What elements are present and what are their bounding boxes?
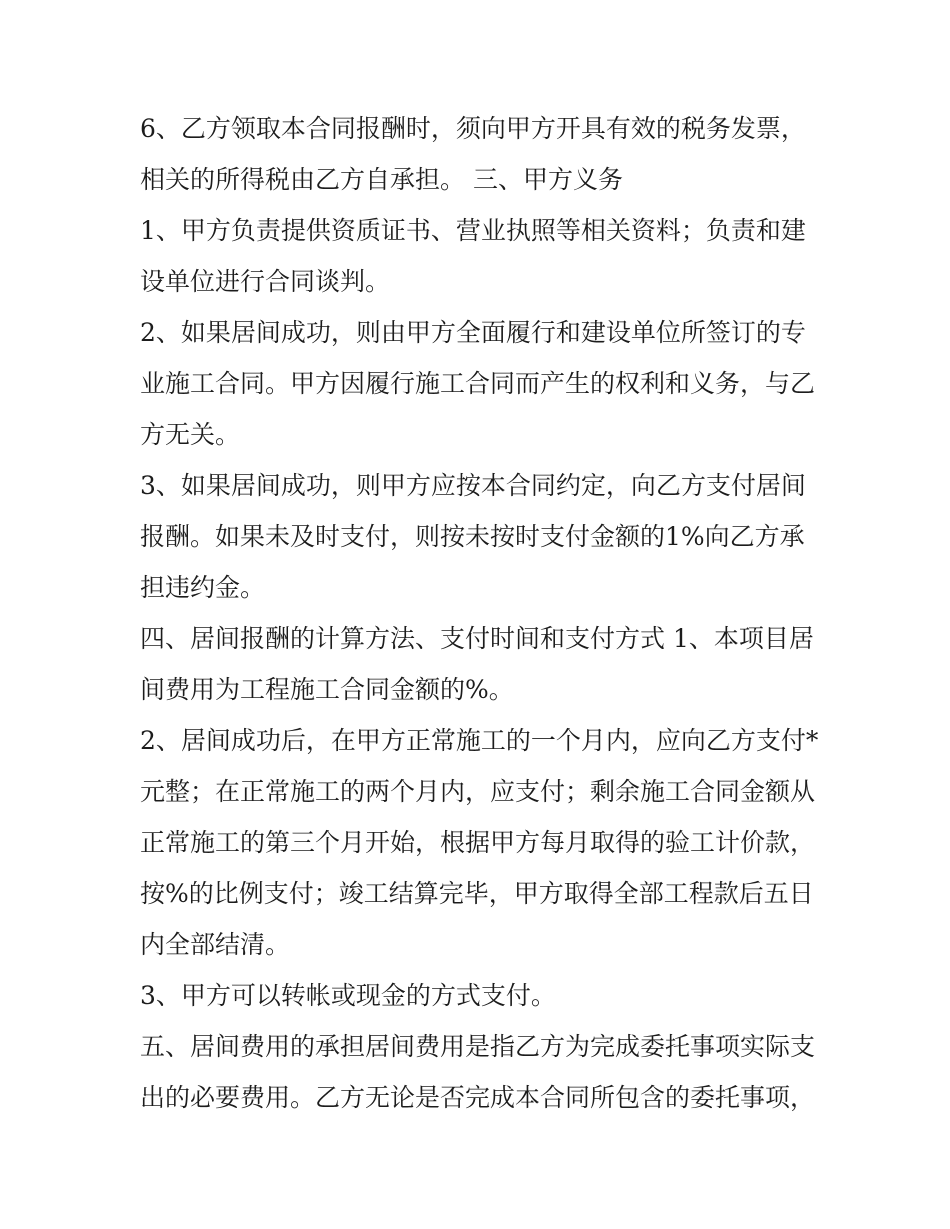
text-line: 出的必要费用。乙方无论是否完成本合同所包含的委托事项，	[140, 1083, 816, 1112]
text-line: 2、如果居间成功，则由甲方全面履行和建设单位所签订的专	[140, 318, 806, 347]
text-line: 担违约金。	[140, 573, 266, 602]
text-line: 2、居间成功后，在甲方正常施工的一个月内，应向乙方支付*	[140, 726, 819, 755]
text-line: 6、乙方领取本合同报酬时，须向甲方开具有效的税务发票，	[140, 114, 806, 143]
text-line: 按%的比例支付；竣工结算完毕，甲方取得全部工程款后五日	[140, 879, 814, 908]
text-line: 方无关。	[140, 420, 241, 449]
text-line: 相关的所得税由乙方自承担。 三、甲方义务	[140, 165, 623, 194]
document-body	[140, 103, 820, 1123]
text-line: 报酬。如果未及时支付，则按未按时支付金额的1%向乙方承	[140, 522, 805, 551]
text-line: 五、居间费用的承担居间费用是指乙方为完成委托事项实际支	[140, 1032, 816, 1061]
text-line: 设单位进行合同谈判。	[140, 267, 391, 296]
text-line: 四、居间报酬的计算方法、支付时间和支付方式 1、本项目居	[140, 624, 814, 653]
text-line: 业施工合同。甲方因履行施工合同而产生的权利和义务，与乙	[140, 369, 816, 398]
text-line: 间费用为工程施工合同金额的%。	[140, 675, 514, 704]
text-line: 3、甲方可以转帐或现金的方式支付。	[140, 981, 556, 1010]
text-line: 正常施工的第三个月开始，根据甲方每月取得的验工计价款，	[140, 828, 816, 857]
text-line: 1、甲方负责提供资质证书、营业执照等相关资料；负责和建	[140, 216, 806, 245]
text-line: 元整；在正常施工的两个月内，应支付；剩余施工合同金额从	[140, 777, 816, 806]
text-line: 内全部结清。	[140, 930, 291, 959]
text-line: 3、如果居间成功，则甲方应按本合同约定，向乙方支付居间	[140, 471, 806, 500]
